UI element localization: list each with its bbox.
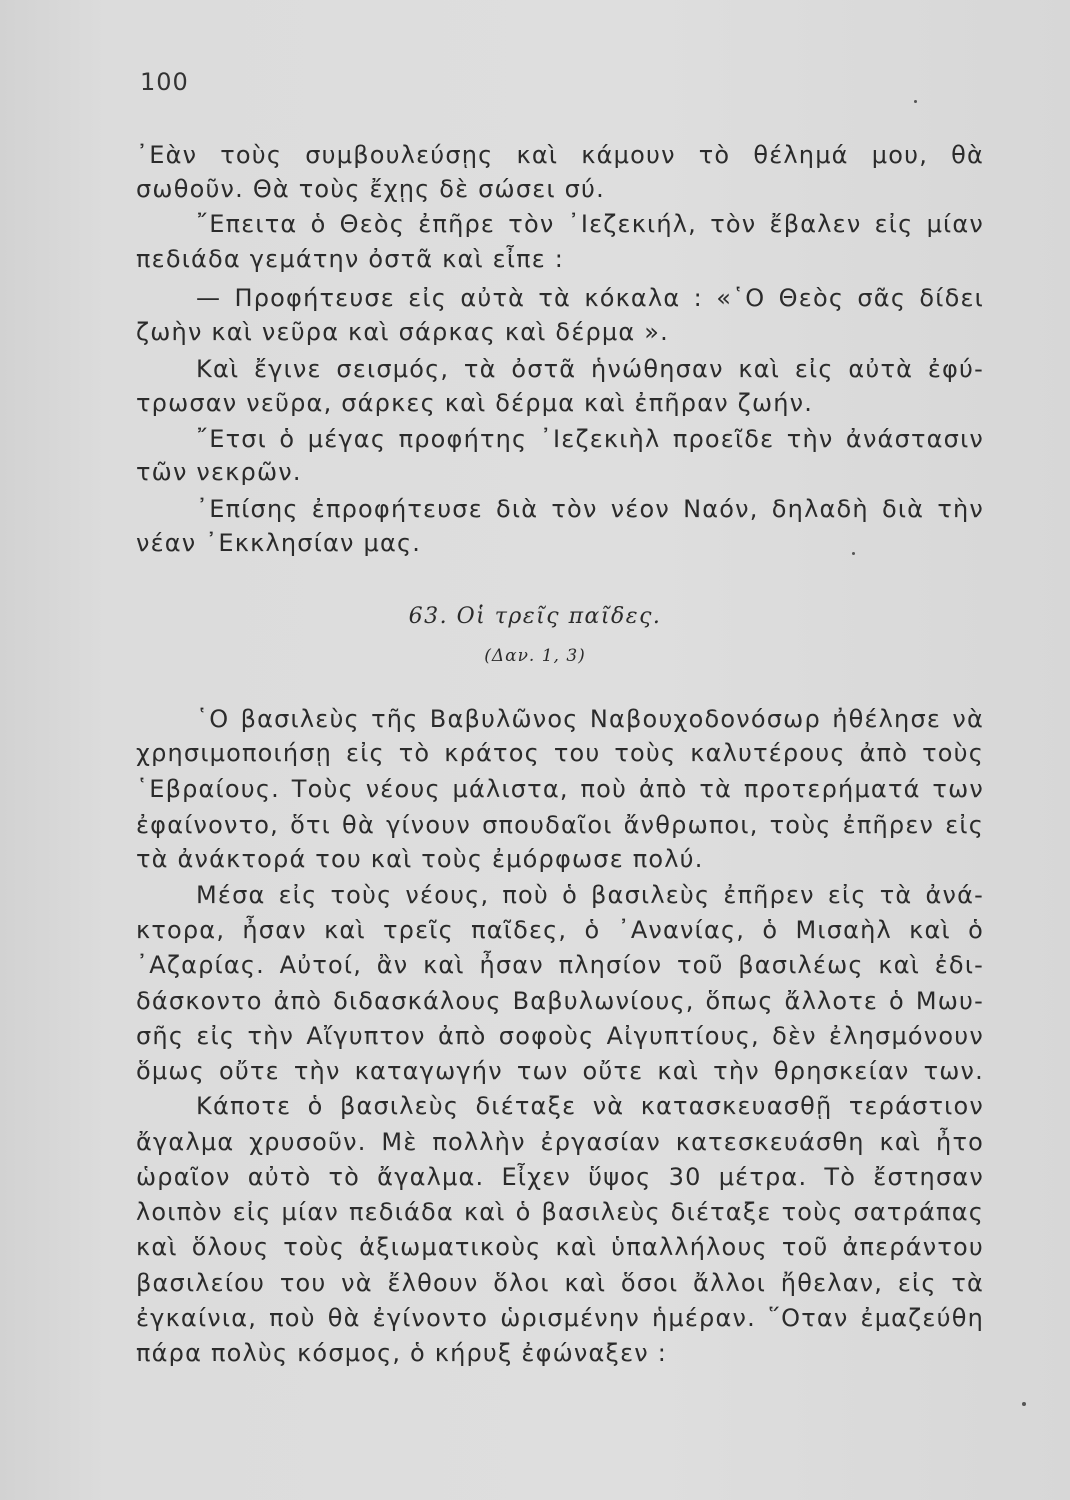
text-line: τὰ ἀνάκτορά του καὶ τοὺς ἐμόρφωσε πολύ. xyxy=(136,845,704,873)
text-line: — Προφήτευσε εἰς αὐτὰ τὰ κόκαλα : «῾Ο Θεὸς σᾶς δίδει xyxy=(196,284,984,312)
section-title: 63. Οἱ τρεῖς παῖδες. xyxy=(408,604,662,629)
print-speck xyxy=(914,100,917,103)
text-line: ῎Επειτα ὁ Θεὸς ἐπῆρε τὸν ᾿Ιεζεκιήλ, τὸν ἔβαλεν εἰς μίαν xyxy=(196,210,984,238)
text-line: τῶν νεκρῶν. xyxy=(136,458,302,486)
text-line: ῾Εβραίους. Τοὺς νέους μάλιστα, ποὺ ἀπὸ τὰ προτερήματά των xyxy=(136,775,984,803)
text-line: ἐφαίνοντο, ὅτι θὰ γίνουν σπουδαῖοι ἄνθρωποι, τοὺς ἐπῆρεν εἰς xyxy=(136,811,984,839)
text-line: λοιπὸν εἰς μίαν πεδιάδα καὶ ὁ βασιλεὺς διέταξε τοὺς σατράπας xyxy=(136,1198,984,1226)
text-line: καὶ ὅλους τοὺς ἀξιωματικοὺς καὶ ὑπαλλήλους τοῦ ἀπεράντου xyxy=(136,1233,984,1261)
page-number: 100 xyxy=(140,68,189,96)
text-line: χρησιμοποιήσῃ εἰς τὸ κράτος του τοὺς καλυτέρους ἀπὸ τοὺς xyxy=(136,739,984,767)
text-line: πάρα πολὺς κόσμος, ὁ κήρυξ ἐφώναξεν : xyxy=(136,1339,668,1367)
text-line: ᾿Επίσης ἐπροφήτευσε διὰ τὸν νέον Ναόν, δηλαδὴ διὰ τὴν xyxy=(196,495,984,523)
text-line: ᾿Εὰν τοὺς συμβουλεύσῃς καὶ κάμουν τὸ θέλημά μου, θὰ xyxy=(136,141,984,169)
text-line: ὅμως οὔτε τὴν καταγωγήν των οὔτε καὶ τὴν θρησκείαν των. xyxy=(136,1057,984,1085)
text-line: ῎Ετσι ὁ μέγας προφήτης ᾿Ιεζεκιὴλ προεῖδε τὴν ἀνάστασιν xyxy=(196,425,984,453)
text-line: νέαν ᾿Εκκλησίαν μας. xyxy=(136,529,422,557)
text-line: ῾Ο βασιλεὺς τῆς Βαβυλῶνος Ναβουχοδονόσωρ ἠθέλησε νὰ xyxy=(196,705,984,733)
section-reference: (Δαν. 1, 3) xyxy=(484,646,586,666)
text-line: ᾿Αζαρίας. Αὐτοί, ἂν καὶ ἦσαν πλησίον τοῦ βασιλέως καὶ ἐδι- xyxy=(136,951,984,979)
text-line: Μέσα εἰς τοὺς νέους, ποὺ ὁ βασιλεὺς ἐπῆρεν εἰς τὰ ἀνά- xyxy=(196,881,984,909)
text-line: κτορα, ἦσαν καὶ τρεῖς παῖδες, ὁ ᾿Ανανίας, ὁ Μισαὴλ καὶ ὁ xyxy=(136,916,984,944)
text-line: ἐγκαίνια, ποὺ θὰ ἐγίνοντο ὡρισμένην ἡμέραν. ῞Οταν ἐμαζεύθη xyxy=(136,1304,984,1332)
print-speck xyxy=(852,552,855,555)
text-line: σῆς εἰς τὴν Αἴγυπτον ἀπὸ σοφοὺς Αἰγυπτίους, δὲν ἐλησμόνουν xyxy=(136,1022,984,1050)
text-line: τρωσαν νεῦρα, σάρκες καὶ δέρμα καὶ ἐπῆραν ζωήν. xyxy=(136,389,814,417)
text-line: Κάποτε ὁ βασιλεὺς διέταξε νὰ κατασκευασθῇ τεράστιον xyxy=(196,1092,984,1120)
text-line: ἄγαλμα χρυσοῦν. Μὲ πολλὴν ἐργασίαν κατεσκευάσθη καὶ ἦτο xyxy=(136,1128,984,1156)
text-line: Καὶ ἔγινε σεισμός, τὰ ὀστᾶ ἡνώθησαν καὶ εἰς αὐτὰ ἐφύ- xyxy=(196,355,984,383)
text-line: πεδιάδα γεμάτην ὀστᾶ καὶ εἶπε : xyxy=(136,245,565,273)
text-line: σωθοῦν. Θὰ τοὺς ἔχῃς δὲ σώσει σύ. xyxy=(136,175,605,203)
text-line: δάσκοντο ἀπὸ διδασκάλους Βαβυλωνίους, ὅπως ἄλλοτε ὁ Μωυ- xyxy=(136,987,984,1015)
text-line: ὡραῖον αὐτὸ τὸ ἄγαλμα. Εἶχεν ὕψος 30 μέτρα. Τὸ ἔστησαν xyxy=(136,1163,984,1191)
print-speck xyxy=(1022,1402,1026,1406)
text-line: βασιλείου του νὰ ἔλθουν ὅλοι καὶ ὅσοι ἄλλοι ἤθελαν, εἰς τὰ xyxy=(136,1269,984,1297)
text-line: ζωὴν καὶ νεῦρα καὶ σάρκας καὶ δέρμα ». xyxy=(136,318,669,346)
